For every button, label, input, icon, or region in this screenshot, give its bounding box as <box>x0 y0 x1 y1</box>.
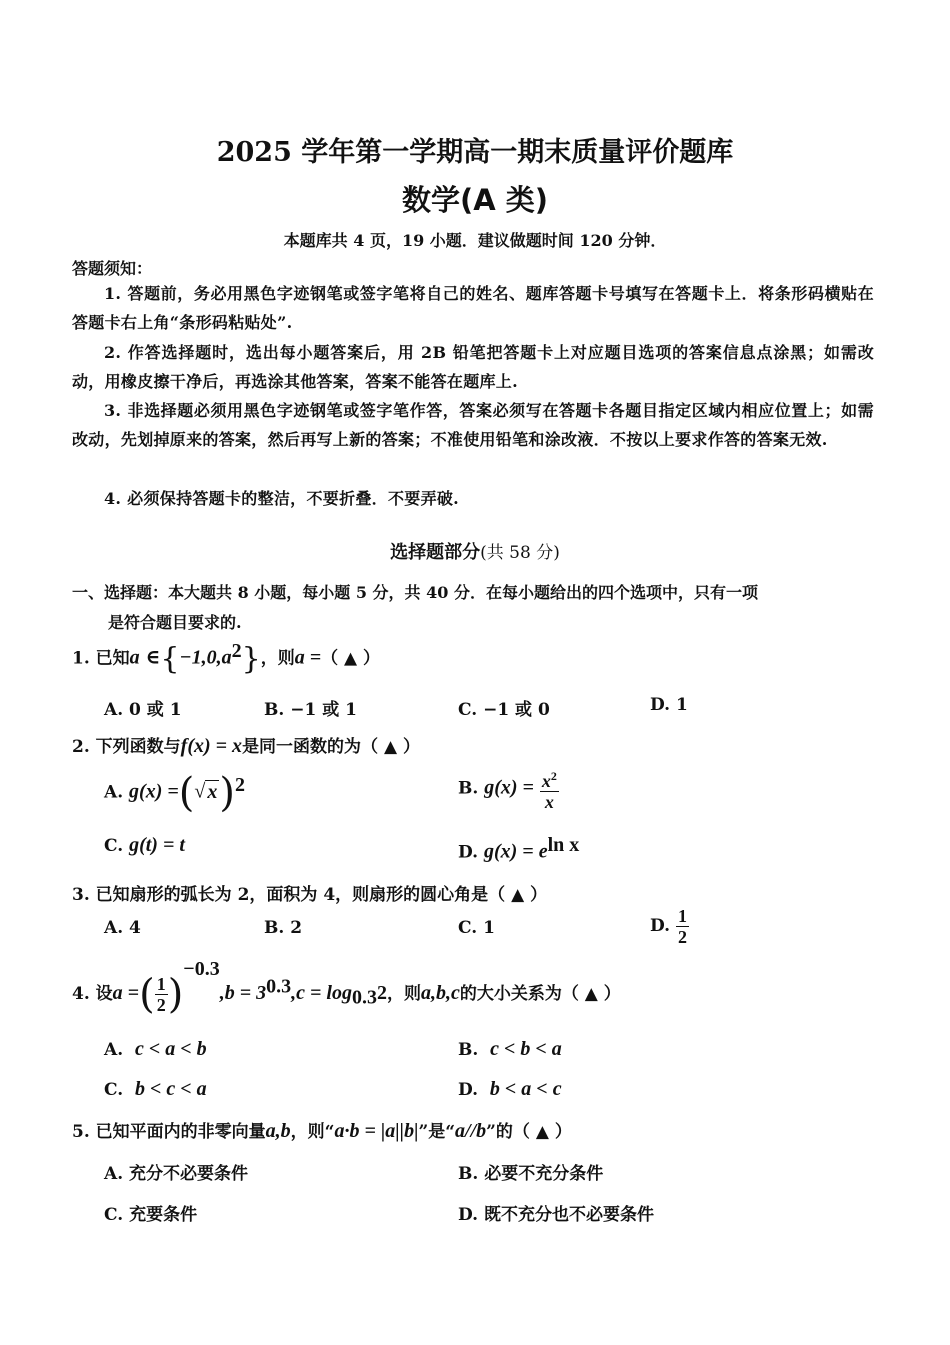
q3-option-d-den: 2 <box>677 927 687 947</box>
q2-option-a-expr: g(x) = <box>129 780 179 803</box>
q1-option-b: B. −1 或 1 <box>264 700 357 720</box>
part-heading-line1: 一、选择题：本大题共 8 小题，每小题 5 分，共 40 分．在每小题给出的四个选项中，只有一项 <box>72 583 758 602</box>
question-4-b: ,b = 3 <box>219 982 267 1004</box>
q3-option-a: A. 4 <box>104 918 141 938</box>
q2-option-b-num: x <box>541 771 551 791</box>
q5-option-b: B. 必要不充分条件 <box>458 1164 604 1184</box>
exam-title: 2025 学年第一学期高一期末质量评价题库 <box>216 137 734 168</box>
q3-option-c: C. 1 <box>458 918 495 938</box>
question-5-mid2: ”是“ <box>418 1122 456 1142</box>
note-item-3: 3. 非选择题必须用黑色字迹钢笔或签字笔作答，答案必须写在答题卡各题目指定区域内相应位置上；如需改动，先划掉原来的答案，然后再写上新的答案；不准使用铅笔和涂改液．不按以上要求作答的答案无效. <box>72 401 874 449</box>
q5-option-c: C. 充要条件 <box>104 1205 198 1225</box>
part-heading-line2: 是符合题目要求的. <box>108 613 242 632</box>
q3-option-d <box>650 906 689 947</box>
question-4-c-base: 0.3 <box>351 986 377 1009</box>
q3-option-d-fraction <box>676 906 689 947</box>
question-4-fraction <box>155 974 168 1015</box>
q2-option-d-expr: g(x) = e <box>483 840 548 863</box>
question-5-tail: ”的（ ▲ ） <box>486 1122 572 1142</box>
q4-option-c-label: C. <box>104 1080 124 1100</box>
q2-option-d-label: D. <box>458 842 479 863</box>
question-2-fx: f(x) = x <box>180 735 243 757</box>
q2-option-d-exp: ln x <box>547 834 580 856</box>
question-4-b-exp: 0.3 <box>266 975 292 998</box>
question-4-frac-num: 1 <box>156 974 166 994</box>
question-4-text: 4. 设 <box>72 984 113 1004</box>
question-4-c-arg: 2 <box>376 982 387 1004</box>
q2-option-a-label: A. <box>104 782 124 803</box>
section-title <box>0 538 950 564</box>
q3-option-d-label: D. <box>650 916 671 936</box>
q2-option-b <box>458 766 559 812</box>
q4-option-d <box>458 1078 562 1101</box>
question-3: 3. 已知扇形的弧长为 2，面积为 4，则扇形的圆心角是（ ▲ ） <box>72 885 548 905</box>
question-1-blank: （ ▲ ） <box>321 648 381 669</box>
question-5-mid: ，则“ <box>290 1122 335 1142</box>
q2-option-a-sqrt: x <box>207 780 218 803</box>
question-2-blank: （ ▲ ） <box>361 737 420 757</box>
q1-option-a: A. 0 或 1 <box>104 700 182 720</box>
note-item-2: 2. 作答选择题时，选出每小题答案后，用 2B 铅笔把答题卡上对应题目选项的答案信息点涂黑；如需改动，用橡皮擦干净后，再选涂其他答案，答案不能答在题库上. <box>72 343 874 391</box>
question-4-c: ,c = log <box>291 982 352 1004</box>
q4-option-b-label: B. <box>458 1040 479 1060</box>
question-4-vars: a,b,c <box>420 982 460 1004</box>
q4-option-a <box>104 1038 207 1061</box>
q3-option-d-num: 1 <box>677 906 687 926</box>
q2-option-c-expr: g(t) = t <box>129 834 185 856</box>
q2-option-c <box>104 834 185 857</box>
question-5-vectors: a,b <box>265 1120 291 1142</box>
q2-option-a: A. g(x) =(√ x)$^2$ <box>104 770 245 816</box>
q4-option-b <box>458 1038 562 1061</box>
question-4-then: ，则 <box>386 984 421 1004</box>
q2-option-b-label: B. <box>458 778 479 799</box>
question-2 <box>72 732 420 758</box>
subject-title: 数学(A 类) <box>401 183 549 217</box>
question-1-text: 1. 已知 <box>72 648 130 669</box>
q3-option-b: B. 2 <box>264 918 303 938</box>
note-item-4: 4. 必须保持答题卡的整洁，不要折叠．不要弄破. <box>104 489 460 508</box>
q5-option-d: D. 既不充分也不必要条件 <box>458 1205 654 1225</box>
q4-option-b-expr: c < b < a <box>490 1038 562 1060</box>
question-5 <box>72 1117 572 1143</box>
q2-option-b-den: x <box>544 792 554 812</box>
question-5-condition: a·b = |a||b| <box>334 1120 419 1142</box>
question-2-post: 是同一函数的为 <box>242 737 362 757</box>
q2-option-d <box>458 834 579 864</box>
exam-info: 本题库共 4 页，19 小题．建议做题时间 120 分钟． <box>283 231 667 250</box>
question-1: 1. 已知a $\in\{-1,0,a^2\}$，则a =（ ▲ ） <box>72 640 381 677</box>
section-title-text: 选择题部分 <box>390 542 481 563</box>
q1-option-d: D. 1 <box>650 695 688 715</box>
q5-option-a: A. 充分不必要条件 <box>104 1164 249 1184</box>
question-4-tail: 的大小关系为（ ▲ ） <box>459 984 621 1004</box>
question-4-frac-den: 2 <box>156 995 166 1015</box>
question-4-a-eq: a = <box>112 982 140 1004</box>
question-1-then: ，则 <box>260 648 295 669</box>
q4-option-c <box>104 1078 207 1101</box>
q4-option-a-expr: c < a < b <box>134 1038 207 1060</box>
q2-option-b-fraction: $\frac{x^2}{x}$ <box>540 766 559 812</box>
question-4: 4. 设a =( $\frac{1}{2}$ )$^{-0.3},b = 3^{0.3},c = \log_{0.3}2$，则a,b,c的大小关系为（ ▲ ） <box>72 958 621 1018</box>
q4-option-a-label: A. <box>104 1040 124 1060</box>
notes-heading: 答题须知： <box>72 259 153 278</box>
q4-option-d-label: D. <box>458 1080 479 1100</box>
question-4-a-exp: −0.3 <box>183 958 220 980</box>
q4-option-d-expr: b < a < c <box>489 1078 562 1100</box>
question-5-condition2: a//b <box>455 1120 487 1142</box>
q1-option-c: C. −1 或 0 <box>458 700 550 720</box>
question-5-text: 5. 已知平面内的非零向量 <box>72 1122 266 1142</box>
section-score: (共 58 分) <box>480 543 560 563</box>
question-1-eq: a = <box>294 646 322 669</box>
part-heading <box>72 578 874 638</box>
question-1-set: −1,0,a <box>179 646 232 669</box>
q2-option-b-expr: g(x) = <box>484 776 534 799</box>
note-item-1: 1. 答题前，务必用黑色字迹钢笔或签字笔将自己的姓名、题库答题卡号填写在答题卡上．将条形码横贴在答题卡右上角“条形码粘贴处”. <box>72 284 874 332</box>
question-2-text: 2. 下列函数与 <box>72 737 181 757</box>
q2-option-c-label: C. <box>104 836 124 856</box>
q4-option-c-expr: b < c < a <box>135 1078 207 1100</box>
